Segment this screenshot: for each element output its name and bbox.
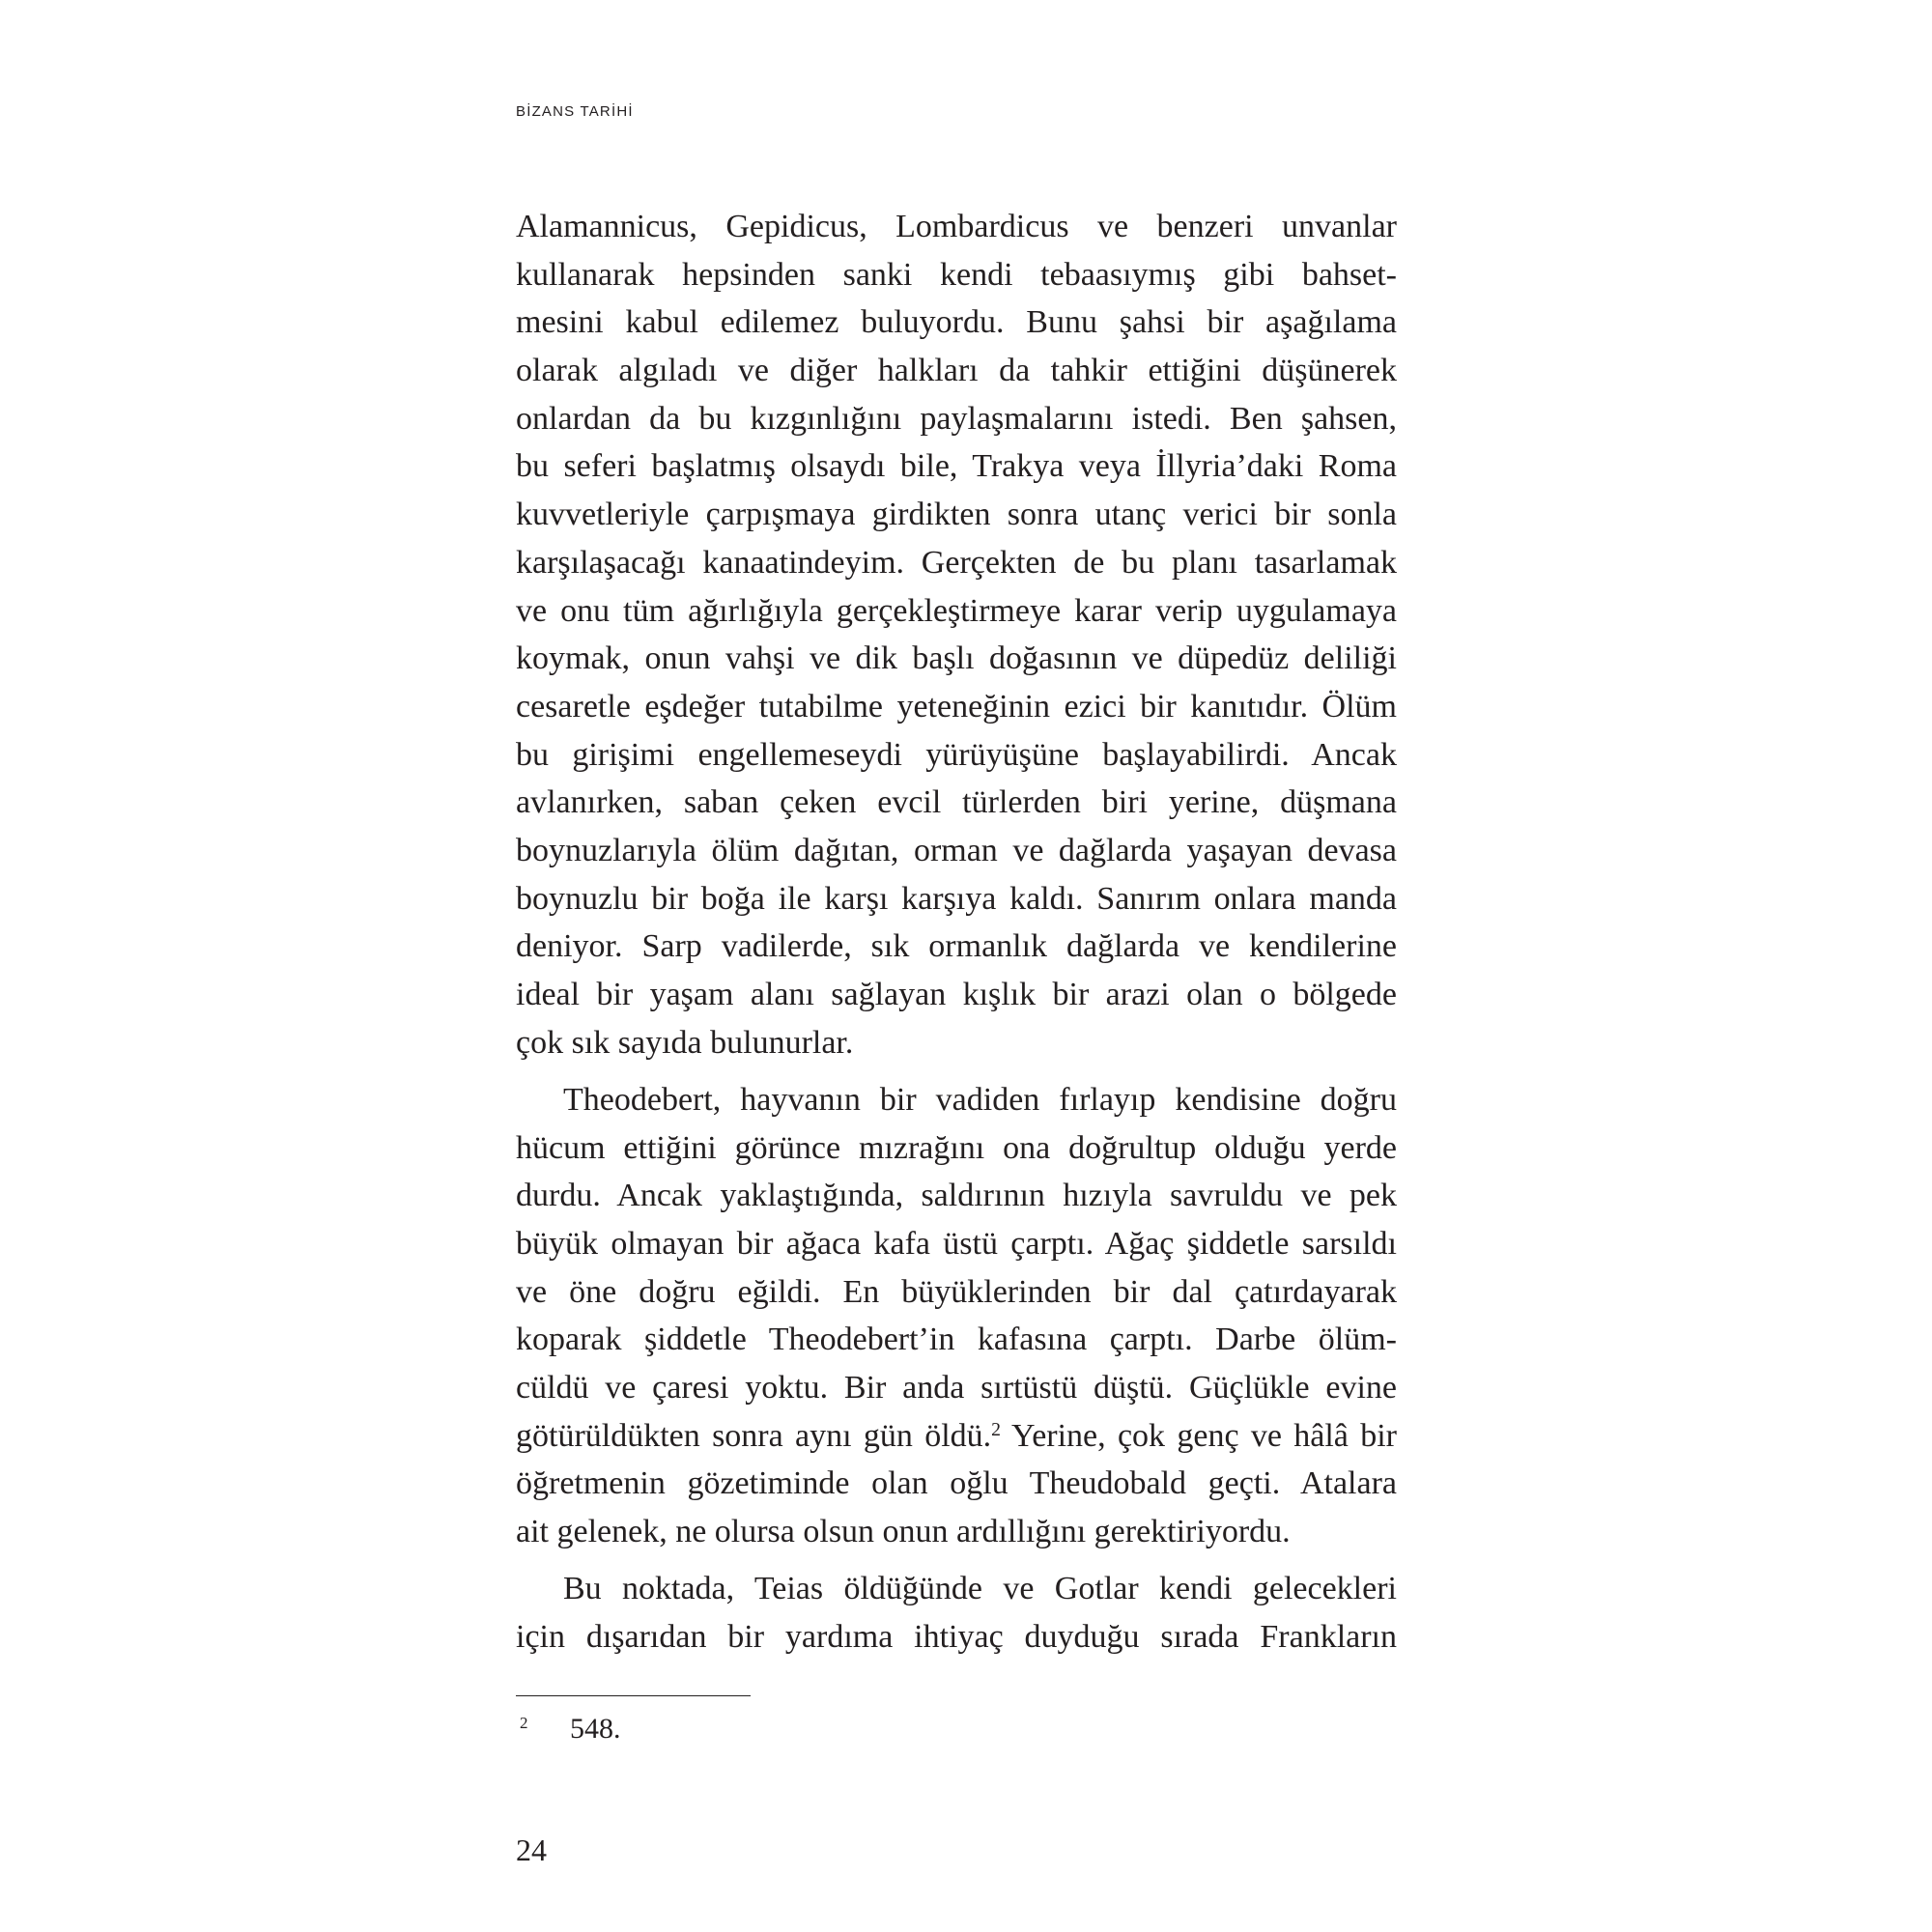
text-line: öğretmenin gözetiminde olan oğlu Theudobald geçti. Atalara: [516, 1465, 1397, 1502]
text-line: mesini kabul edilemez buluyordu. Bunu şahsi bir aşağılama: [516, 304, 1397, 341]
text-line: koymak, onun vahşi ve dik başlı doğasının ve düpedüz deliliği: [516, 640, 1397, 677]
text-line: boynuzlarıyla ölüm dağıtan, orman ve dağlarda yaşayan devasa: [516, 832, 1397, 868]
running-head: BİZANS TARİHİ: [516, 103, 634, 120]
text-line: karşılaşacağı kanaatindeyim. Gerçekten de bu planı tasarlamak: [516, 544, 1397, 581]
paragraph: [516, 203, 1397, 1066]
text-line: cesaretle eşdeğer tutabilme yeteneğinin ezici bir kanıtıdır. Ölüm: [516, 688, 1397, 724]
text-line: Theodebert, hayvanın bir vadiden fırlayıp kendisine doğru: [563, 1081, 1397, 1118]
page-number: 24: [516, 1833, 547, 1867]
footnote-marker: 2: [520, 1714, 528, 1732]
footnote-divider: [516, 1695, 751, 1696]
text-line: ve öne doğru eğildi. En büyüklerinden bir dal çatırdayarak: [516, 1273, 1397, 1310]
text-line: [516, 1412, 1397, 1461]
paragraph: [516, 1076, 1397, 1556]
text-line: hücum ettiğini görünce mızrağını ona doğrultup olduğu yerde: [516, 1129, 1397, 1166]
text-line: deniyor. Sarp vadilerde, sık ormanlık dağlarda ve kendilerine: [516, 928, 1397, 965]
text-line: Alamannicus, Gepidicus, Lombardicus ve benzeri unvanlar: [516, 209, 1397, 244]
text-line: kuvvetleriyle çarpışmaya girdikten sonra utanç verici bir sonla: [516, 497, 1397, 533]
text-line: onlardan da bu kızgınlığını paylaşmalarını istedi. Ben şahsen,: [516, 400, 1397, 437]
text-line: Bu noktada, Teias öldüğünde ve Gotlar kendi gelecekleri: [563, 1571, 1397, 1607]
text-segment: Yerine, çok genç ve hâlâ bir: [1001, 1417, 1397, 1454]
text-segment: götürüldükten sonra aynı gün öldü.: [516, 1417, 992, 1454]
text-line: koparak şiddetle Theodebert’in kafasına çarptı. Darbe ölüm-: [516, 1321, 1397, 1358]
text-line: durdu. Ancak yaklaştığında, saldırının hızıyla savruldu ve pek: [516, 1178, 1397, 1214]
text-line: için dışarıdan bir yardıma ihtiyaç duyduğu sırada Frankların: [516, 1618, 1397, 1655]
text-line: olarak algıladı ve diğer halkları da tahkir ettiğini düşünerek: [516, 353, 1397, 389]
text-line: cüldü ve çaresi yoktu. Bir anda sırtüstü düştü. Güçlükle evine: [516, 1370, 1397, 1406]
text-line: ideal bir yaşam alanı sağlayan kışlık bir arazi olan o bölgede: [516, 977, 1397, 1012]
text-line: bu girişimi engellemeseydi yürüyüşüne başlayabilirdi. Ancak: [516, 736, 1397, 773]
text-line: avlanırken, saban çeken evcil türlerden biri yerine, düşmana: [516, 784, 1397, 821]
text-line: boynuzlu bir boğa ile karşı karşıya kaldı. Sanırım onlara manda: [516, 880, 1397, 917]
paragraph: [516, 1565, 1397, 1661]
text-line: ve onu tüm ağırlığıyla gerçekleştirmeye karar verip uygulamaya: [516, 592, 1397, 629]
footnote-text: 548.: [570, 1713, 621, 1745]
text-line: kullanarak hepsinden sanki kendi tebaasıymış gibi bahset-: [516, 256, 1397, 293]
body-text: [516, 203, 1397, 1662]
text-line: ait gelenek, ne olursa olsun onun ardıllığını gerektiriyordu.: [516, 1514, 1291, 1550]
footnote-reference: 2: [991, 1418, 1001, 1440]
text-line: çok sık sayıda bulunurlar.: [516, 1024, 854, 1061]
text-line: büyük olmayan bir ağaca kafa üstü çarptı. Ağaç şiddetle sarsıldı: [516, 1225, 1397, 1262]
text-line: bu seferi başlatmış olsaydı bile, Trakya veya İllyria’daki Roma: [516, 448, 1397, 485]
